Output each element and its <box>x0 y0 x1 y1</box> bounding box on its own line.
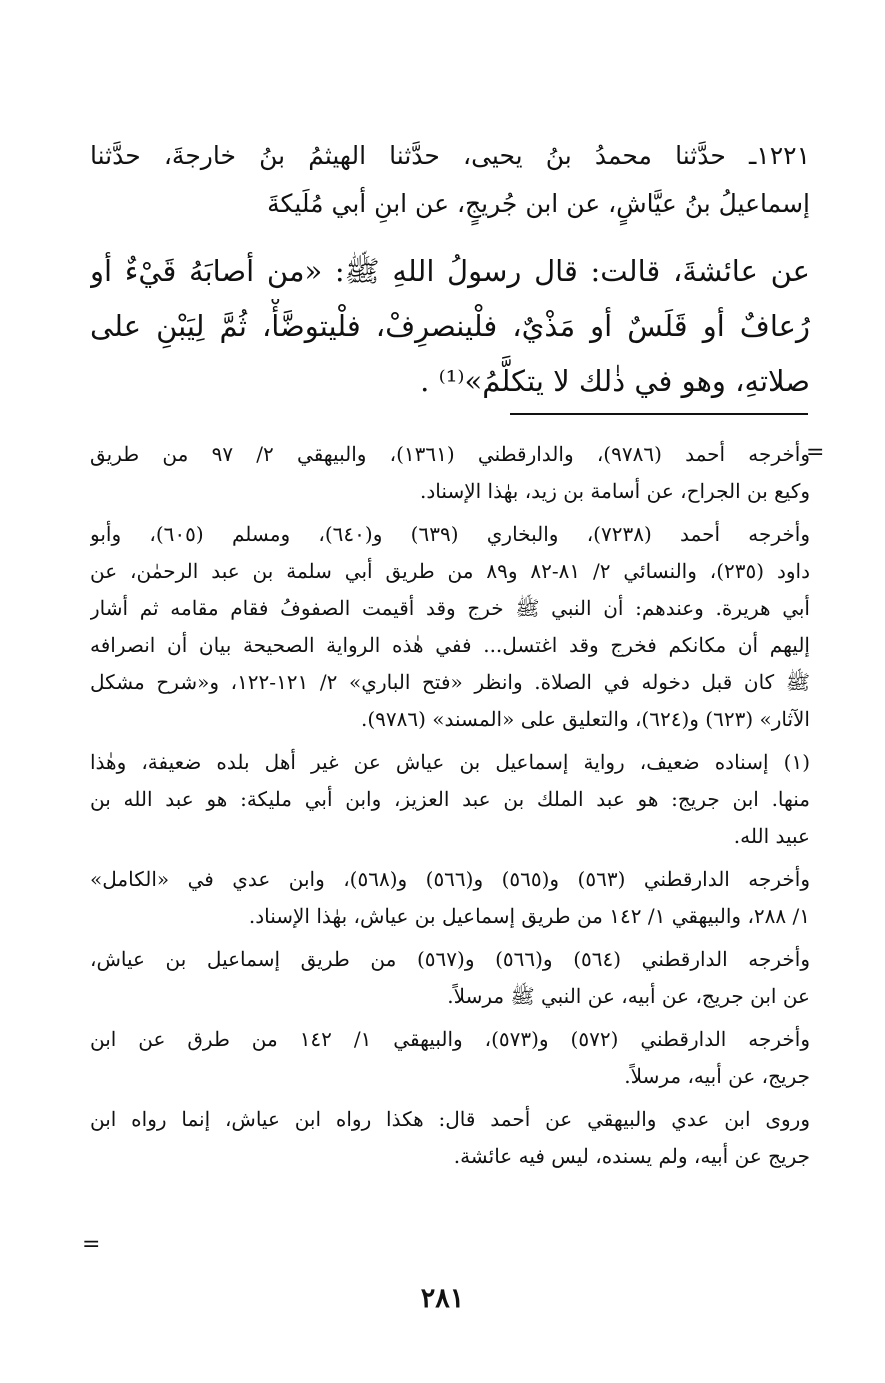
footnote-line: جريج عن أبيه، ولم يسنده، ليس فيه عائشة. <box>453 1144 810 1168</box>
footnote-line: ﷺ كان قبل دخوله في الصلاة. وانظر «فتح الباري» ٢/ ١٢١-١٢٢، و«شرح مشكل <box>90 670 810 694</box>
footnote-line: منها. ابن جريج: هو عبد الملك بن عبد العزيز، وابن أبي مليكة: هو عبد الله بن <box>90 787 810 811</box>
footnote-line: عن ابن جريج، عن أبيه، عن النبي ﷺ مرسلاً. <box>447 984 810 1008</box>
footnote-line: وأخرجه الدارقطني (٥٦٤) و(٥٦٦) و(٥٦٧) من طريق إسماعيل بن عياش، <box>90 947 810 971</box>
matn-line: رُعافٌ أو قَلَسٌ أو مَذْيٌ، فلْينصرِفْ، فلْيتوضَّأْ، ثُمَّ لِيَبْنِ على <box>90 309 810 343</box>
footnote-line: أبي هريرة. وعندهم: أن النبي ﷺ خرج وقد أقيمت الصفوفُ فقام مقامه ثم أشار <box>90 596 810 620</box>
footnote-line: داود (٢٣٥)، والنسائي ٢/ ٨١-٨٢ و٨٩ من طريق أبي سلمة بن عبد الرحمٰن، عن <box>90 559 810 583</box>
continuation-mark-top: = <box>806 440 825 465</box>
footnote-paragraph <box>90 1101 810 1175</box>
footnote-line: (١) إسناده ضعيف، رواية إسماعيل بن عياش عن غير أهل بلده ضعيفة، وهٰذا <box>90 750 810 774</box>
footnote-line: ١/ ٢٨٨، والبيهقي ١/ ١٤٢ من طريق إسماعيل بن عياش، بهٰذا الإسناد. <box>248 904 810 928</box>
footnote-line: إليهم أن مكانكم فخرج وقد اغتسل... ففي هٰذه الرواية الصحيحة بيان أن انصرافه <box>90 633 810 657</box>
matn-line: عن عائشةَ، قالت: قال رسولُ اللهِ ﷺ: «من أصابَهُ قَيْءٌ أو <box>90 254 810 288</box>
footnote-line: وكيع بن الجراح، عن أسامة بن زيد، بهٰذا الإسناد. <box>420 479 810 503</box>
footnote-line: عبيد الله. <box>733 824 810 848</box>
footnote-paragraph <box>90 516 810 738</box>
footnote-1 <box>90 744 810 855</box>
matn-line: صلاتهِ، وهو في ذٰلك لا يتكلَّمُ»⁽¹⁾ . <box>420 364 810 398</box>
footnote-line: الآثار» (٦٢٣) و(٦٢٤)، والتعليق على «المسند» (٩٧٨٦). <box>360 707 810 731</box>
footnote-line: وأخرجه أحمد (٧٢٣٨)، والبخاري (٦٣٩) و(٦٤٠)، ومسلم (٦٠٥)، وأبو <box>90 522 810 546</box>
page-number: ٢٨١ <box>420 1283 465 1314</box>
footnotes <box>90 436 810 1181</box>
footnote-paragraph <box>90 861 810 935</box>
footnote-line: وأخرجه الدارقطني (٥٦٣) و(٥٦٥) و(٥٦٦) و(٥٦٨)، وابن عدي في «الكامل» <box>90 867 810 891</box>
hadith-matn <box>90 244 810 409</box>
footnote-separator <box>510 413 808 415</box>
footnote-line: وروى ابن عدي والبيهقي عن أحمد قال: هكذا رواه ابن عياش، إنما رواه ابن <box>90 1107 810 1131</box>
continuation-mark-bottom: = <box>82 1232 101 1257</box>
footnote-paragraph <box>90 436 810 510</box>
footnote-line: وأخرجه أحمد (٩٧٨٦)، والدارقطني (١٣٦١)، والبيهقي ٢/ ٩٧ من طريق <box>90 442 810 466</box>
footnote-paragraph <box>90 941 810 1015</box>
hadith-isnad <box>90 132 810 228</box>
footnote-line: وأخرجه الدارقطني (٥٧٢) و(٥٧٣)، والبيهقي ١/ ١٤٢ من طرق عن ابن <box>90 1027 810 1051</box>
footnote-paragraph <box>90 1021 810 1095</box>
isnad-line: إسماعيلُ بنُ عيَّاشٍ، عن ابن جُريجٍ، عن ابنِ أبي مُلَيكةَ <box>267 189 810 218</box>
footnote-line: جريج، عن أبيه، مرسلاً. <box>624 1064 810 1088</box>
isnad-line: ١٢٢١ـ حدَّثنا محمدُ بنُ يحيى، حدَّثنا الهيثمُ بنُ خارجةَ، حدَّثنا <box>90 141 810 170</box>
